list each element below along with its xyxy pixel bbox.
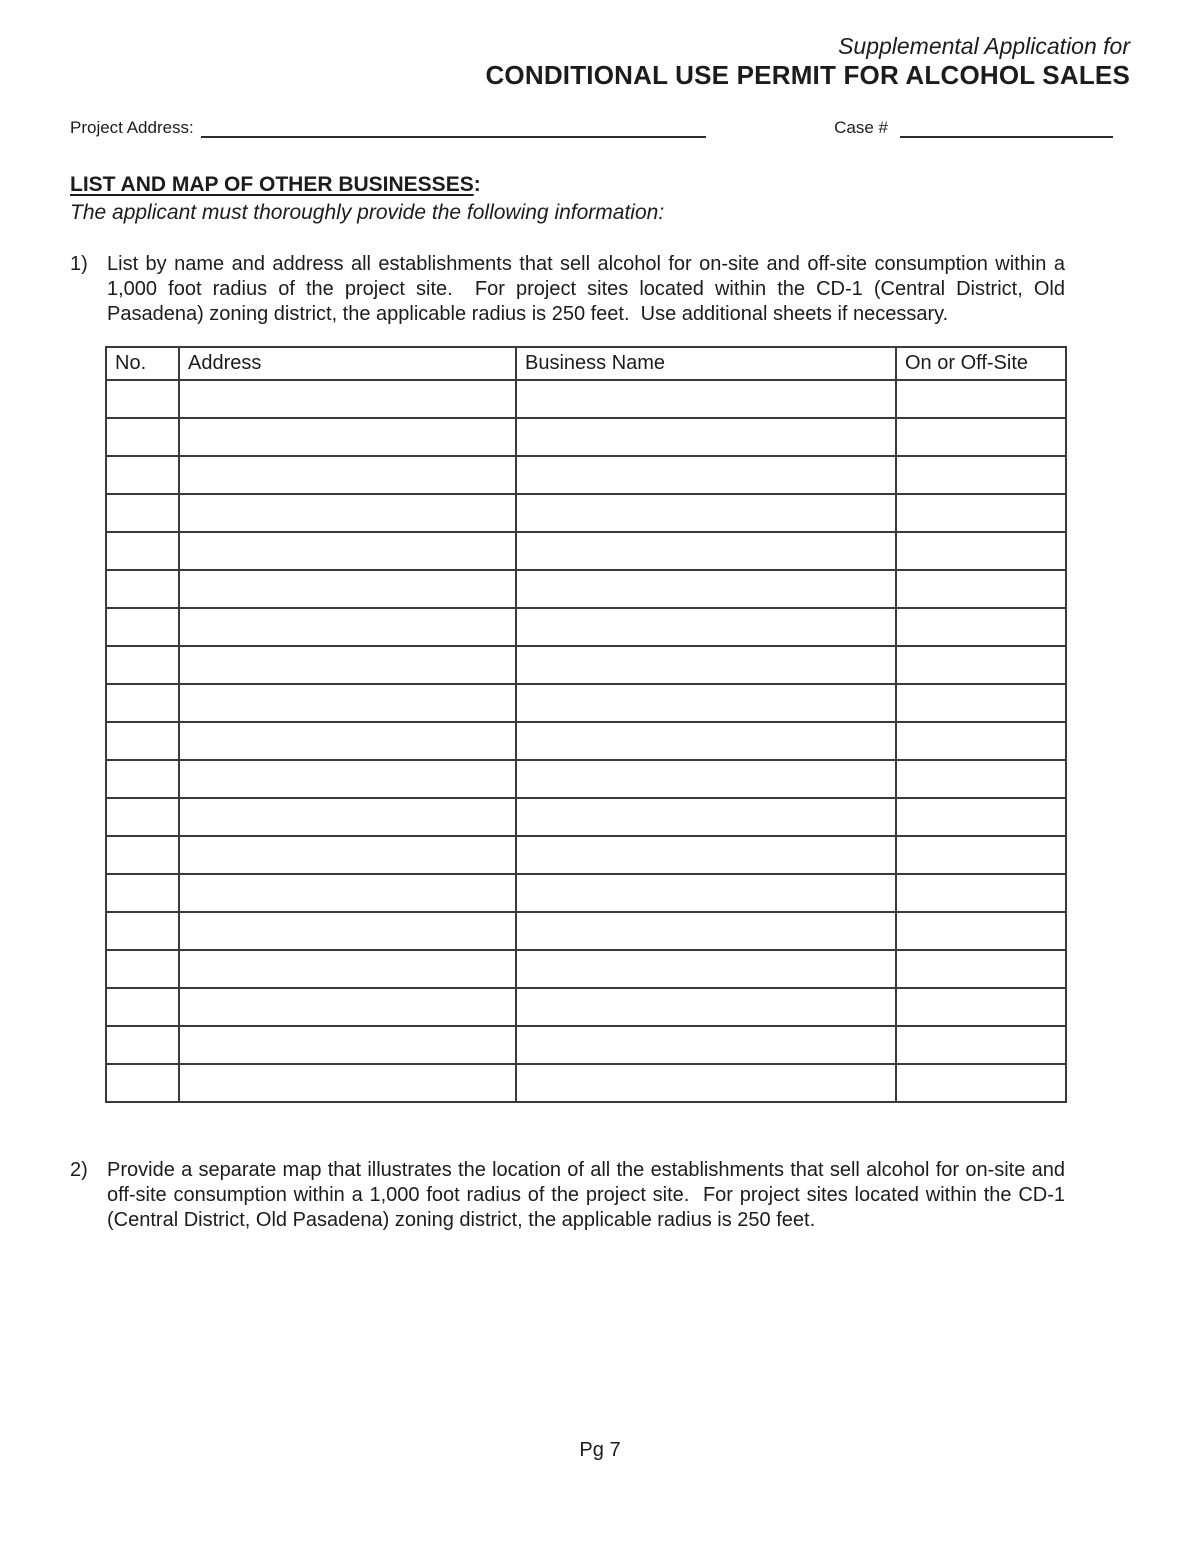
table-cell-no[interactable] bbox=[106, 532, 179, 570]
table-cell-no[interactable] bbox=[106, 418, 179, 456]
table-cell-address[interactable] bbox=[179, 646, 516, 684]
table-cell-no[interactable] bbox=[106, 1026, 179, 1064]
table-cell-address[interactable] bbox=[179, 798, 516, 836]
table-cell-no[interactable] bbox=[106, 798, 179, 836]
table-cell-no[interactable] bbox=[106, 912, 179, 950]
table-cell-on-off-site[interactable] bbox=[896, 608, 1066, 646]
section-heading-colon: : bbox=[473, 173, 481, 196]
table-row bbox=[106, 456, 1066, 494]
table-cell-on-off-site[interactable] bbox=[896, 988, 1066, 1026]
document-footer bbox=[70, 1438, 1130, 1462]
table-row bbox=[106, 722, 1066, 760]
table-cell-address[interactable] bbox=[179, 570, 516, 608]
header-subtitle: Supplemental Application for bbox=[838, 33, 1130, 59]
table-row bbox=[106, 608, 1066, 646]
table-cell-address[interactable] bbox=[179, 722, 516, 760]
table-cell-no[interactable] bbox=[106, 608, 179, 646]
table-cell-on-off-site[interactable] bbox=[896, 874, 1066, 912]
case-number-label: Case # bbox=[834, 118, 888, 137]
table-cell-business-name[interactable] bbox=[516, 494, 896, 532]
column-header-business-name: Business Name bbox=[516, 347, 896, 380]
businesses-table bbox=[105, 346, 1067, 1103]
table-cell-on-off-site[interactable] bbox=[896, 836, 1066, 874]
table-cell-address[interactable] bbox=[179, 532, 516, 570]
project-address-label: Project Address: bbox=[70, 118, 194, 137]
column-header-address: Address bbox=[179, 347, 516, 380]
table-cell-business-name[interactable] bbox=[516, 950, 896, 988]
table-cell-on-off-site[interactable] bbox=[896, 418, 1066, 456]
table-cell-on-off-site[interactable] bbox=[896, 1026, 1066, 1064]
table-cell-business-name[interactable] bbox=[516, 418, 896, 456]
table-cell-address[interactable] bbox=[179, 1064, 516, 1102]
table-head bbox=[106, 347, 1066, 380]
table-row bbox=[106, 532, 1066, 570]
table-row bbox=[106, 950, 1066, 988]
table-row bbox=[106, 684, 1066, 722]
table-row bbox=[106, 836, 1066, 874]
table-cell-on-off-site[interactable] bbox=[896, 1064, 1066, 1102]
table-row bbox=[106, 1064, 1066, 1102]
table-cell-no[interactable] bbox=[106, 950, 179, 988]
table-cell-address[interactable] bbox=[179, 456, 516, 494]
table-cell-on-off-site[interactable] bbox=[896, 684, 1066, 722]
project-address-input[interactable] bbox=[201, 119, 706, 138]
table-row bbox=[106, 570, 1066, 608]
table-cell-on-off-site[interactable] bbox=[896, 456, 1066, 494]
table-cell-on-off-site[interactable] bbox=[896, 494, 1066, 532]
table-cell-business-name[interactable] bbox=[516, 1026, 896, 1064]
table-cell-address[interactable] bbox=[179, 836, 516, 874]
table-cell-on-off-site[interactable] bbox=[896, 532, 1066, 570]
table-cell-business-name[interactable] bbox=[516, 532, 896, 570]
table-cell-no[interactable] bbox=[106, 874, 179, 912]
table-row bbox=[106, 1026, 1066, 1064]
table-cell-on-off-site[interactable] bbox=[896, 722, 1066, 760]
table-cell-address[interactable] bbox=[179, 418, 516, 456]
section-subheading: The applicant must thoroughly provide the following information: bbox=[70, 201, 665, 224]
table-cell-business-name[interactable] bbox=[516, 570, 896, 608]
table-header-row bbox=[106, 347, 1066, 380]
section-heading bbox=[70, 172, 1130, 198]
fields-row bbox=[70, 117, 1130, 138]
page-number: Pg 7 bbox=[579, 1439, 621, 1461]
table-cell-business-name[interactable] bbox=[516, 646, 896, 684]
table-cell-business-name[interactable] bbox=[516, 1064, 896, 1102]
case-number-input[interactable] bbox=[900, 119, 1113, 138]
table-cell-on-off-site[interactable] bbox=[896, 912, 1066, 950]
table-cell-no[interactable] bbox=[106, 684, 179, 722]
item-1-number: 1) bbox=[70, 253, 88, 275]
table-row bbox=[106, 988, 1066, 1026]
column-header-on-off-site: On or Off-Site bbox=[896, 347, 1066, 380]
table-cell-no[interactable] bbox=[106, 1064, 179, 1102]
table-row bbox=[106, 912, 1066, 950]
item-2-number: 2) bbox=[70, 1159, 88, 1181]
table-cell-no[interactable] bbox=[106, 570, 179, 608]
instruction-item-2 bbox=[70, 1158, 1130, 1233]
table-cell-address[interactable] bbox=[179, 874, 516, 912]
item-2-text: Provide a separate map that illustrates the location of all the establishments that sell alcohol for on-site and off-site consumption within a 1,000 foot radius of the project site. For project sites located within the CD-1 (Central District, Old Pasadena) zoning district, the applicable radius is 250 feet. bbox=[107, 1159, 1071, 1231]
table-cell-no[interactable] bbox=[106, 836, 179, 874]
item-1-text: List by name and address all establishments that sell alcohol for on-site and off-site consumption within a 1,000 foot radius of the project site. For project sites located within the CD-1 (Central District, Old Pasadena) zoning district, the applicable radius is 250 feet. Use additional sheets if necessary. bbox=[107, 253, 1071, 325]
table-cell-address[interactable] bbox=[179, 494, 516, 532]
table-row bbox=[106, 646, 1066, 684]
table-cell-business-name[interactable] bbox=[516, 608, 896, 646]
table-cell-address[interactable] bbox=[179, 684, 516, 722]
table-row bbox=[106, 494, 1066, 532]
table-cell-business-name[interactable] bbox=[516, 836, 896, 874]
table-row bbox=[106, 798, 1066, 836]
table-cell-business-name[interactable] bbox=[516, 684, 896, 722]
section-heading-text: LIST AND MAP OF OTHER BUSINESSES bbox=[70, 173, 474, 196]
table-cell-on-off-site[interactable] bbox=[896, 798, 1066, 836]
table-cell-address[interactable] bbox=[179, 1026, 516, 1064]
table-row bbox=[106, 418, 1066, 456]
table-cell-business-name[interactable] bbox=[516, 798, 896, 836]
page-title: CONDITIONAL USE PERMIT FOR ALCOHOL SALES bbox=[485, 60, 1130, 90]
table-cell-no[interactable] bbox=[106, 380, 179, 418]
table-cell-business-name[interactable] bbox=[516, 988, 896, 1026]
document-header bbox=[70, 33, 1130, 90]
table-cell-on-off-site[interactable] bbox=[896, 646, 1066, 684]
table-row bbox=[106, 760, 1066, 798]
table-row bbox=[106, 380, 1066, 418]
table-cell-no[interactable] bbox=[106, 456, 179, 494]
table-cell-business-name[interactable] bbox=[516, 722, 896, 760]
table-cell-business-name[interactable] bbox=[516, 912, 896, 950]
table-cell-business-name[interactable] bbox=[516, 380, 896, 418]
table-cell-no[interactable] bbox=[106, 722, 179, 760]
table-cell-on-off-site[interactable] bbox=[896, 950, 1066, 988]
column-header-no: No. bbox=[106, 347, 179, 380]
table-cell-business-name[interactable] bbox=[516, 456, 896, 494]
table-cell-no[interactable] bbox=[106, 760, 179, 798]
table-cell-no[interactable] bbox=[106, 494, 179, 532]
instruction-item-1 bbox=[70, 252, 1130, 327]
table-cell-no[interactable] bbox=[106, 646, 179, 684]
table-cell-business-name[interactable] bbox=[516, 760, 896, 798]
table-cell-on-off-site[interactable] bbox=[896, 760, 1066, 798]
table-cell-business-name[interactable] bbox=[516, 874, 896, 912]
table-cell-on-off-site[interactable] bbox=[896, 380, 1066, 418]
table-row bbox=[106, 874, 1066, 912]
table-cell-on-off-site[interactable] bbox=[896, 570, 1066, 608]
table-cell-address[interactable] bbox=[179, 950, 516, 988]
table-cell-address[interactable] bbox=[179, 760, 516, 798]
table-cell-address[interactable] bbox=[179, 608, 516, 646]
table-cell-address[interactable] bbox=[179, 380, 516, 418]
table-cell-address[interactable] bbox=[179, 988, 516, 1026]
table-body bbox=[106, 380, 1066, 1102]
table-cell-address[interactable] bbox=[179, 912, 516, 950]
table-cell-no[interactable] bbox=[106, 988, 179, 1026]
